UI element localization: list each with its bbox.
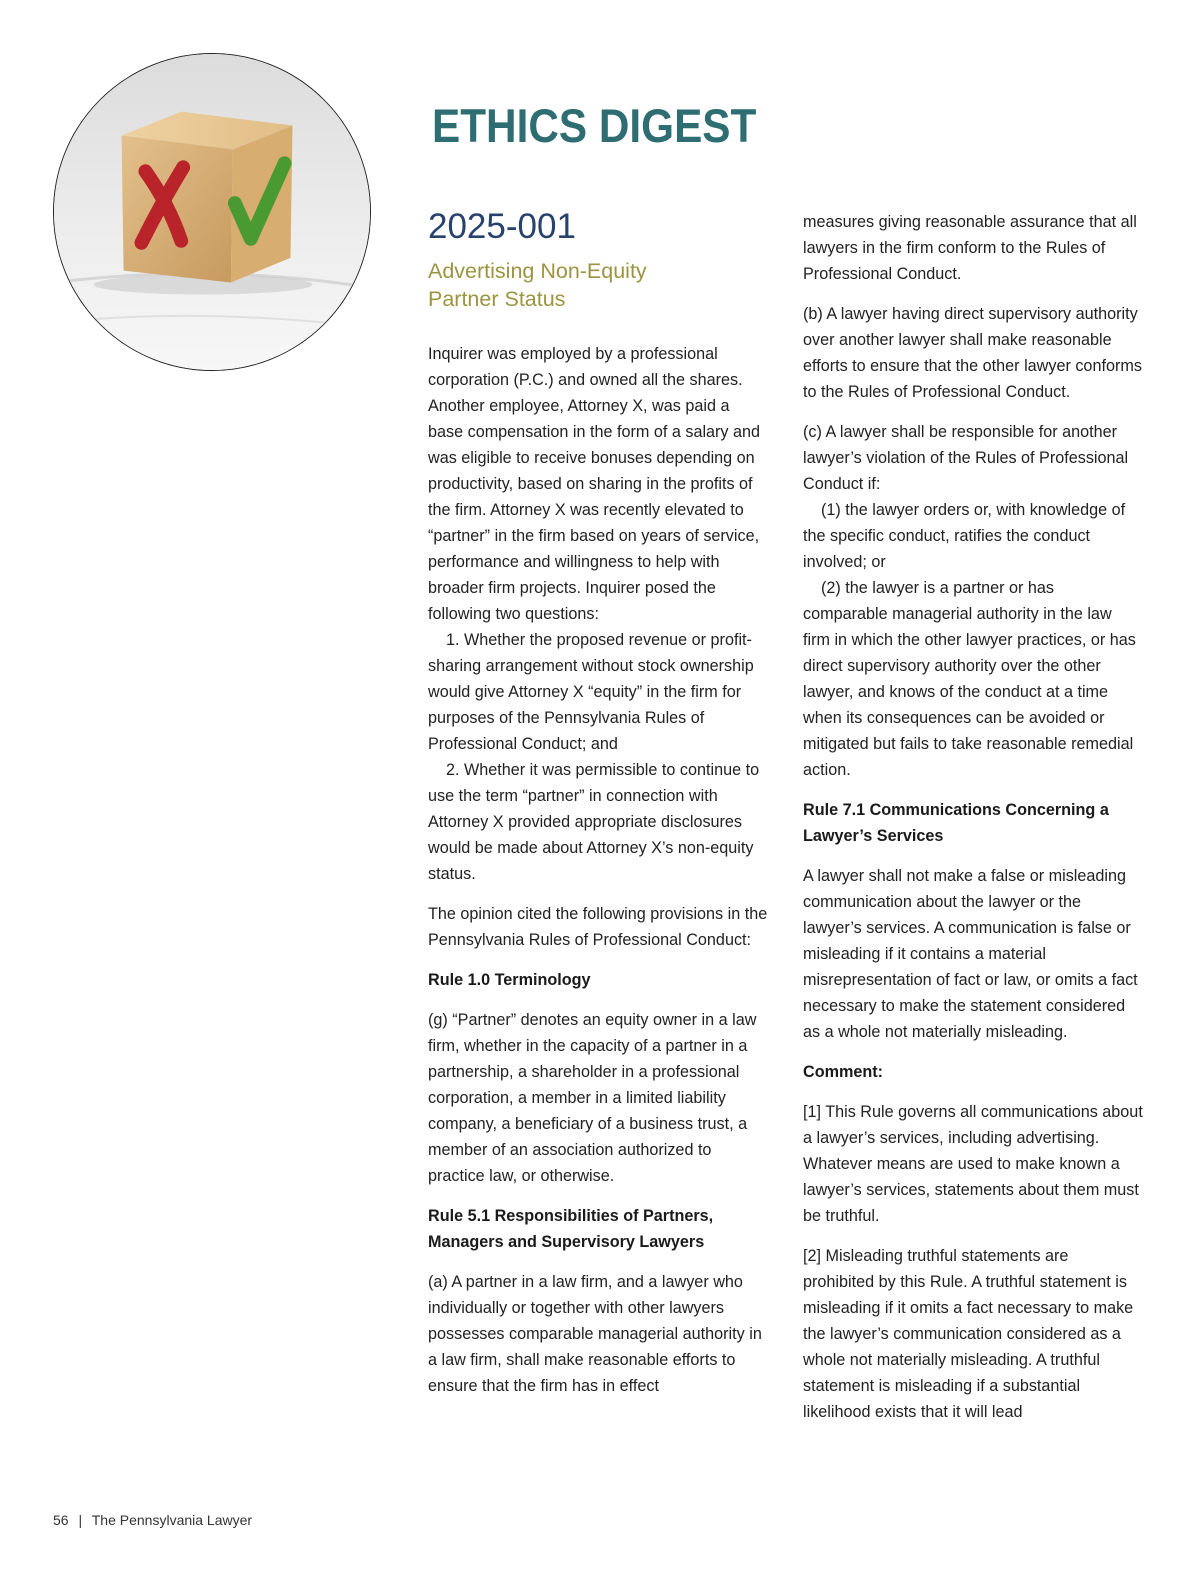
- page-number: 56: [53, 1512, 69, 1528]
- opinion-subtitle: [428, 257, 768, 313]
- rule-7-1-text: A lawyer shall not make a false or misleading communication about the lawyer or the lawyer’s services. A communication is false or misleading if it contains a material misrepresentation of fact or law, or omits a fact necessary to make the statement considered as a whole not materially misleading.: [803, 867, 1138, 1041]
- comment-two: [2] Misleading truthful statements are prohibited by this Rule. A truthful statement is misleading if it omits a fact necessary to make the lawyer’s communication considered as a whole not materially misleading. A truthful statement is misleading if a substantial likelihood exists that it will lead: [803, 1247, 1134, 1421]
- publication-name: The Pennsylvania Lawyer: [91, 1512, 253, 1528]
- rule-7-1-heading: Rule 7.1 Communications Concerning a Lawyer’s Services: [803, 801, 1109, 845]
- footer-separator: |: [78, 1512, 83, 1528]
- opinion-subtitle-line2: Partner Status: [428, 287, 566, 311]
- section-title: ETHICS DIGEST: [432, 99, 757, 152]
- opinion-number: 2025-001: [428, 207, 576, 246]
- rule-5-1-a: (a) A partner in a law firm, and a lawyer who individually or together with other lawyers possesses comparable managerial authority in a law firm, shall make reasonable efforts to ensure that the firm has in effect: [428, 1273, 762, 1395]
- rule-5-1-c: (c) A lawyer shall be responsible for another lawyer’s violation of the Rules of Professional Conduct if:: [803, 423, 1129, 493]
- rule-1-0-heading: Rule 1.0 Terminology: [428, 971, 591, 989]
- intro-paragraph: Inquirer was employed by a professional corporation (P.C.) and owned all the shares. Another employee, Attorney X, was paid a base compensation in the form of a salary and was eligible to receive bonuses depending on productivity, based on sharing in the profits of the firm. Attorney X was recently elevated to “partner” in the firm based on years of service, performance and willingness to help with broader firm projects. Inquirer posed the following two questions:: [428, 345, 761, 623]
- cited-paragraph: The opinion cited the following provisions in the Pennsylvania Rules of Professional Conduct:: [428, 905, 768, 949]
- rule-5-1-b: (b) A lawyer having direct supervisory authority over another lawyer shall make reasonable efforts to ensure that the other lawyer conforms to the Rules of Professional Conduct.: [803, 305, 1142, 401]
- page-footer: [53, 1512, 252, 1528]
- comment-heading: Comment:: [803, 1063, 884, 1081]
- question-two: 2. Whether it was permissible to continue to use the term “partner” in connection with Attorney X provided appropriate disclosures would be made about Attorney X’s non-equity status.: [428, 761, 760, 883]
- question-one: 1. Whether the proposed revenue or profit-sharing arrangement without stock ownership would give Attorney X “equity” in the firm for purposes of the Pennsylvania Rules of Professional Conduct; and: [428, 631, 754, 753]
- opinion-subtitle-line1: Advertising Non-Equity: [428, 259, 647, 283]
- right-column: [803, 209, 1143, 1425]
- rule-5-1-c2: (2) the lawyer is a partner or has comparable managerial authority in the law firm in which the other lawyer practices, or has direct supervisory authority over the other lawyer, and knows of the conduct at a time when its consequences can be avoided or mitigated but fails to take reasonable remedial action.: [803, 579, 1136, 779]
- rule-1-0-g: (g) “Partner” denotes an equity owner in a law firm, whether in the capacity of a partner in a partnership, a shareholder in a professional corporation, a member in a limited liability company, a beneficiary of a business trust, a member of an association authorized to practice law, or otherwise.: [428, 1011, 757, 1185]
- rule-5-1-a-continued: measures giving reasonable assurance that all lawyers in the firm conform to the Rules of Professional Conduct.: [803, 213, 1137, 283]
- comment-one: [1] This Rule governs all communications about a lawyer’s services, including advertising. Whatever means are used to make known a lawyer’s services, statements about them must be truthful.: [803, 1103, 1143, 1225]
- left-column: [428, 205, 768, 1413]
- ethics-cube-photo: [53, 53, 371, 371]
- rule-5-1-heading: Rule 5.1 Responsibilities of Partners, Managers and Supervisory Lawyers: [428, 1207, 714, 1251]
- rule-5-1-c1: (1) the lawyer orders or, with knowledge of the specific conduct, ratifies the conduct involved; or: [803, 501, 1126, 571]
